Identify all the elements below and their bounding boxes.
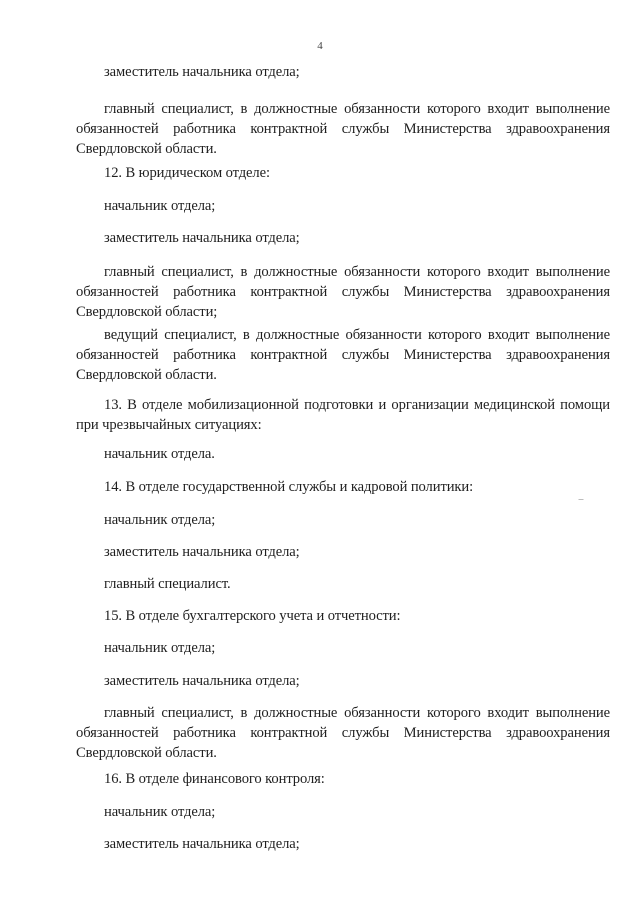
page-number: 4 — [317, 40, 323, 52]
scan-speck: ..... — [578, 493, 583, 502]
paragraph-head-16: начальник отдела; — [104, 804, 216, 820]
paragraph-deputy-head-1: заместитель начальника отдела; — [104, 64, 300, 80]
paragraph-leading-specialist-12: ведущий специалист, в должностные обязанности которого входит выполнение обязанностей работника контрактной службы Министерства здравоохранения Свердловской области. — [76, 327, 610, 383]
paragraph-chief-specialist-12: главный специалист, в должностные обязанности которого входит выполнение обязанностей работника контрактной службы Министерства здравоохранения Свердловской области; — [76, 264, 610, 320]
paragraph-chief-specialist-15: главный специалист, в должностные обязанности которого входит выполнение обязанностей работника контрактной службы Министерства здравоохранения Свердловской области. — [76, 705, 610, 761]
paragraph-head-15: начальник отдела; — [104, 640, 216, 656]
paragraph-head-14: начальник отдела; — [104, 512, 216, 528]
paragraph-section-13-heading: 13. В отделе мобилизационной подготовки и организации медицинской помощи при чрезвычайных ситуациях: — [76, 397, 610, 433]
paragraph-deputy-head-16: заместитель начальника отдела; — [104, 836, 300, 852]
paragraph-deputy-head-12: заместитель начальника отдела; — [104, 230, 300, 246]
paragraph-chief-specialist-14: главный специалист. — [104, 576, 231, 592]
paragraph-chief-specialist-1: главный специалист, в должностные обязанности которого входит выполнение обязанностей работника контрактной службы Министерства здравоохранения Свердловской области. — [76, 101, 610, 157]
paragraph-section-15-heading: 15. В отделе бухгалтерского учета и отчетности: — [104, 608, 401, 624]
paragraph-deputy-head-15: заместитель начальника отдела; — [104, 673, 300, 689]
paragraph-head-13: начальник отдела. — [104, 446, 215, 462]
paragraph-section-12-heading: 12. В юридическом отделе: — [104, 165, 270, 181]
paragraph-head-12: начальник отдела; — [104, 198, 216, 214]
paragraph-section-16-heading: 16. В отделе финансового контроля: — [104, 771, 325, 787]
paragraph-section-14-heading: 14. В отделе государственной службы и кадровой политики: — [104, 479, 474, 495]
paragraph-deputy-head-14: заместитель начальника отдела; — [104, 544, 300, 560]
